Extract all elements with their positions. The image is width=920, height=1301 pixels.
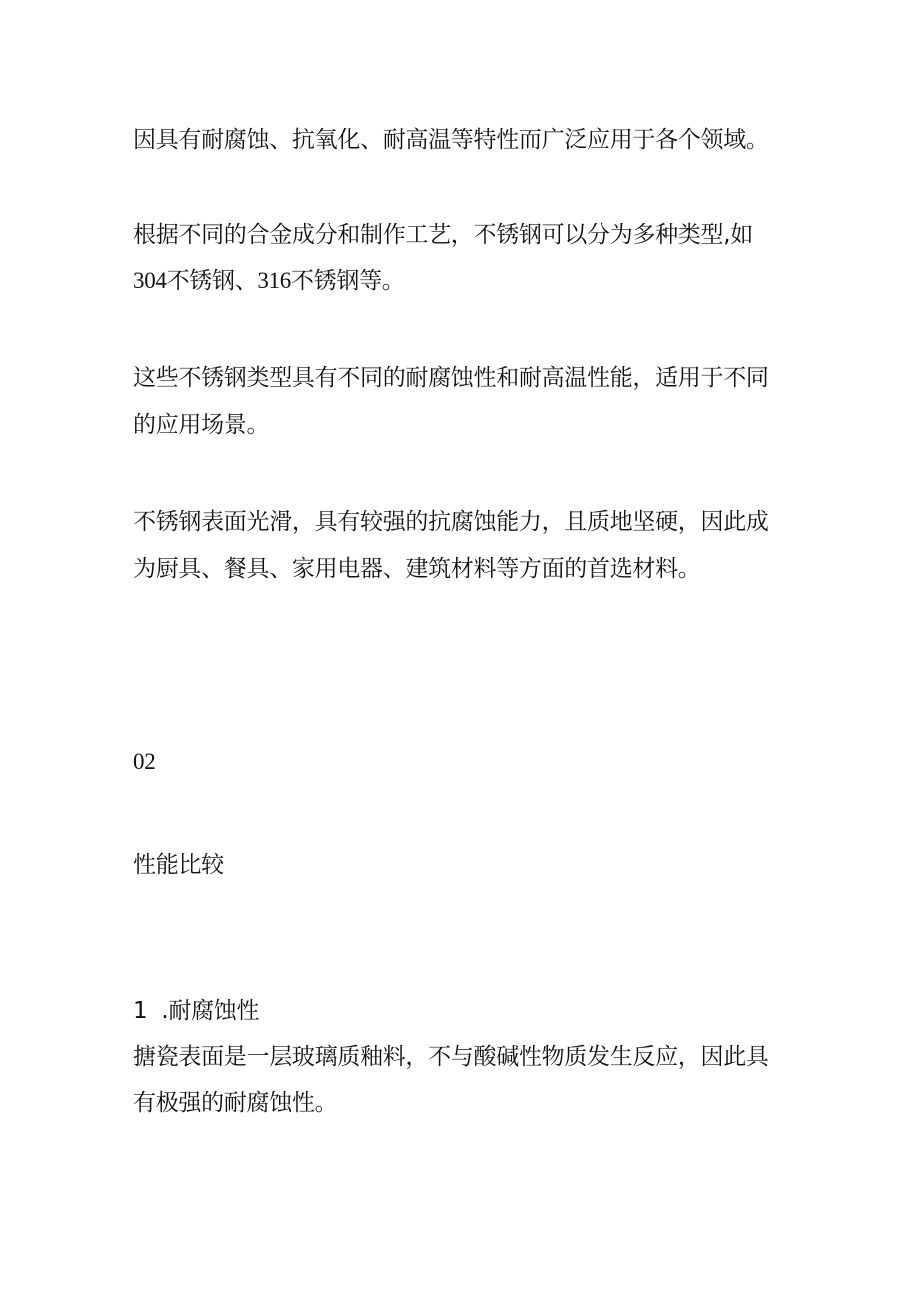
subsection-line-2: 有极强的耐腐蚀性。 xyxy=(133,1090,338,1116)
paragraph-1-line-1: 因具有耐腐蚀、抗氧化、耐高温等特性而广泛应用于各个领域。 xyxy=(133,127,769,153)
paragraph-2-line-2: 304不锈钢、316不锈钢等。 xyxy=(133,268,405,293)
section-number: 02 xyxy=(133,749,156,774)
subsection-line-1: 搪瓷表面是一层玻璃质釉料，不与酸碱性物质发生反应，因此具 xyxy=(133,1044,769,1070)
paragraph-4-line-1: 不锈钢表面光滑，具有较强的抗腐蚀能力，且质地坚硬，因此成 xyxy=(133,509,769,535)
section-title: 性能比较 xyxy=(133,852,224,878)
paragraph-4-line-2: 为厨具、餐具、家用电器、建筑材料等方面的首选材料。 xyxy=(133,556,701,582)
paragraph-3-line-2: 的应用场景。 xyxy=(133,412,270,438)
paragraph-3-line-1: 这些不锈钢类型具有不同的耐腐蚀性和耐高温性能，适用于不同 xyxy=(133,365,769,391)
paragraph-2-line-1: 根据不同的合金成分和制作工艺，不锈钢可以分为多种类型,如 xyxy=(133,222,753,248)
subsection-heading: 1 .耐腐蚀性 xyxy=(133,998,260,1024)
